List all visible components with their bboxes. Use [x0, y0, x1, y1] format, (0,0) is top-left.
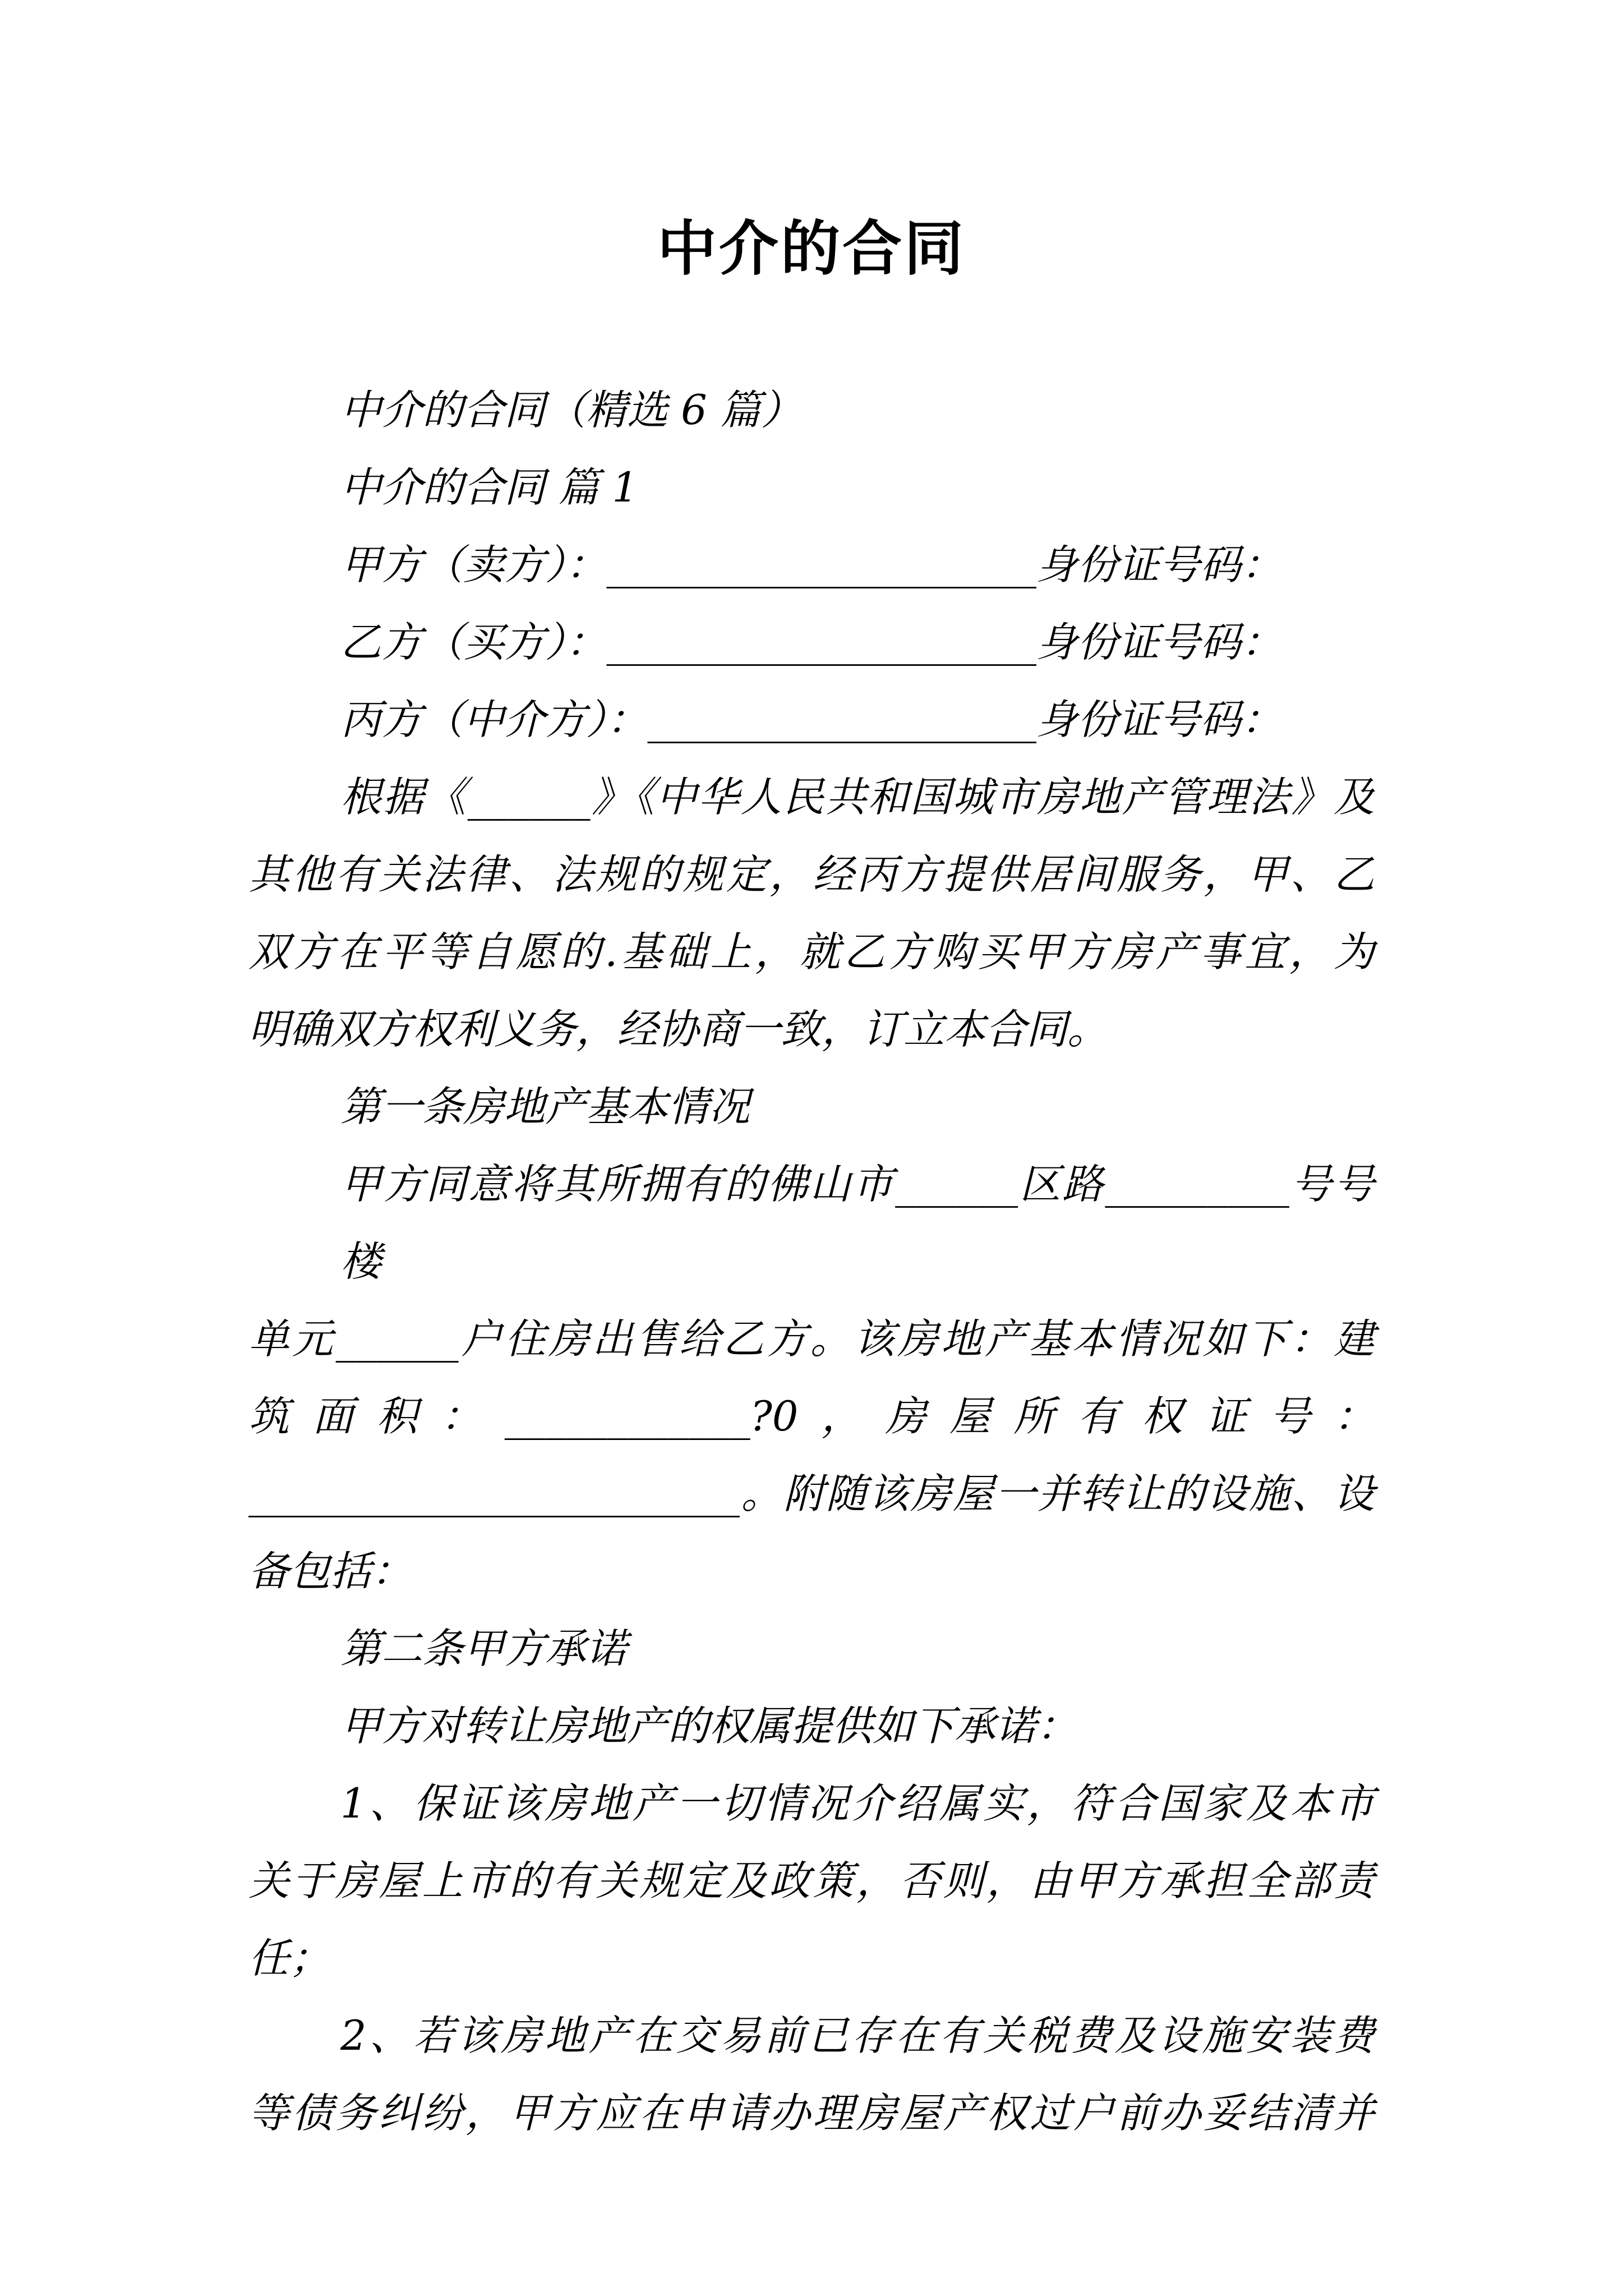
text-line: 甲方（卖方）：_____________________身份证号码： [340, 541, 1282, 589]
text-line: 关于房屋上市的有关规定及政策，否则，由甲方承担全部责 [248, 1857, 1375, 1905]
text-line: 1、保证该房地产一切情况介绍属实，符合国家及本市 [340, 1780, 1375, 1828]
text-line: 备包括： [248, 1548, 412, 1595]
document-title: 中介的合同 [657, 213, 966, 283]
text-line: 双方在平等自愿的.基础上，就乙方购买甲方房产事宜，为 [248, 928, 1375, 976]
text-line: 乙方（买方）：_____________________身份证号码： [340, 619, 1282, 666]
text-line: 等债务纠纷，甲方应在申请办理房屋产权过户前办妥结清并 [248, 2090, 1375, 2137]
text-line: 中介的合同 篇 1 [340, 464, 638, 512]
text-line: 甲方对转让房地产的权属提供如下承诺： [340, 1703, 1077, 1750]
text-line: 筑面积：____________?0，房屋所有权证号： [248, 1393, 1375, 1441]
text-line: 2、若该房地产在交易前已存在有关税费及设施安装费 [340, 2012, 1375, 2060]
text-line: 第二条甲方承诺 [340, 1625, 627, 1673]
text-line: 中介的合同（精选 6 篇） [340, 386, 802, 434]
text-line: 丙方（中介方）：___________________身份证号码： [340, 696, 1282, 744]
text-line: 第一条房地产基本情况 [340, 1083, 750, 1131]
text-line: 根据《______》《中华人民共和国城市房地产管理法》及 [340, 774, 1375, 821]
text-line: 任； [248, 1935, 330, 1982]
document-body [248, 372, 1375, 2152]
text-line: ________________________。附随该房屋一并转让的设施、设 [248, 1470, 1375, 1518]
text-line: 单元______户住房出售给乙方。该房地产基本情况如下：建 [248, 1315, 1375, 1363]
text-line: 其他有关法律、法规的规定，经丙方提供居间服务，甲、乙 [248, 851, 1375, 899]
text-line: 明确双方权利义务，经协商一致，订立本合同。 [248, 1006, 1108, 1053]
text-line: 甲方同意将其所拥有的佛山市______区路_________号号楼 [340, 1161, 1375, 1286]
